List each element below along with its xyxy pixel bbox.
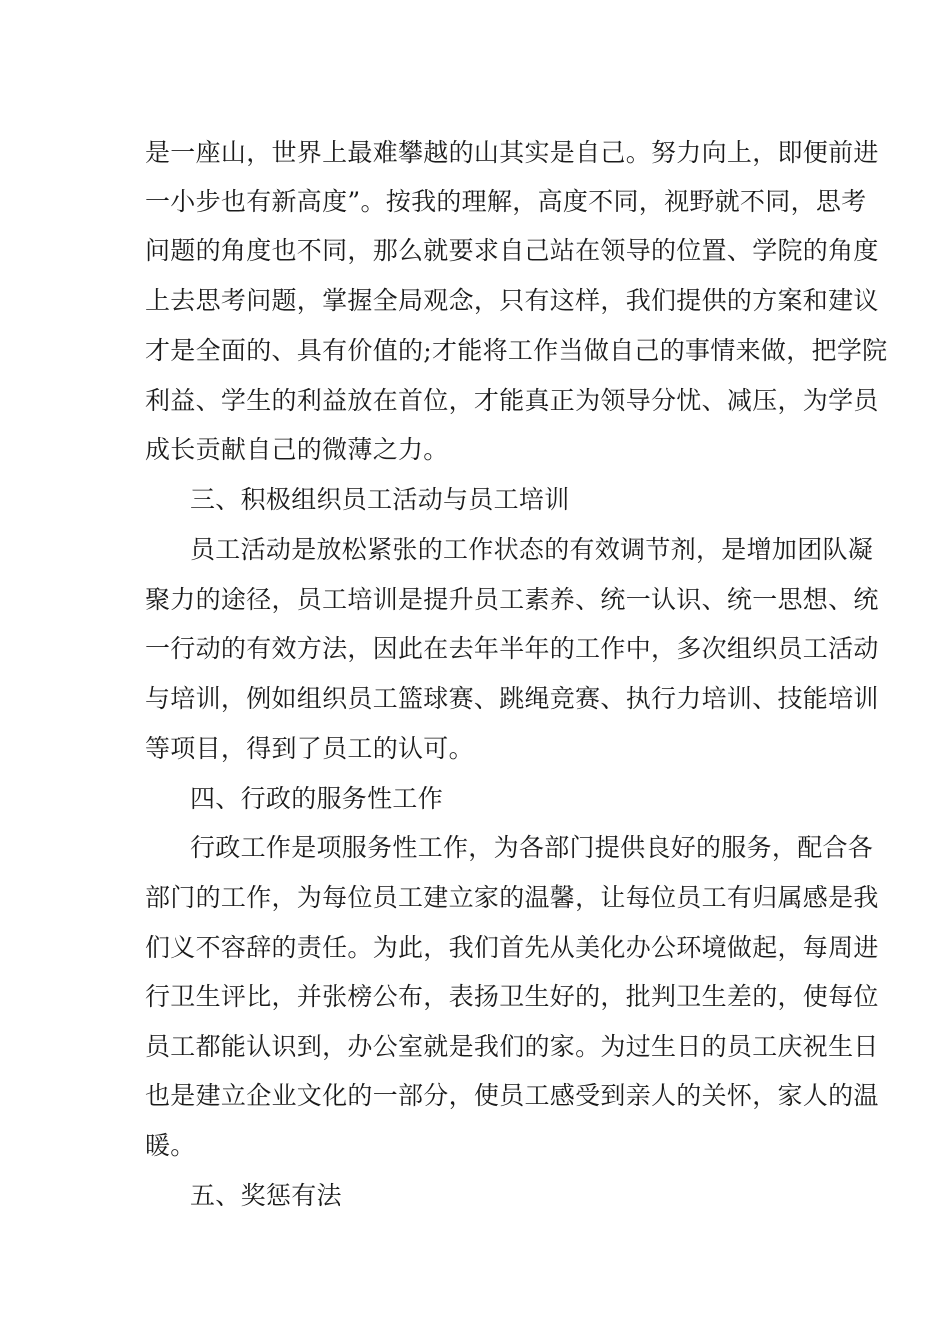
paragraph-line: 上去思考问题，掌握全局观念，只有这样，我们提供的方案和建议	[145, 286, 879, 315]
paragraph-line: 一行动的有效方法，因此在去年半年的工作中，多次组织员工活动	[145, 634, 879, 663]
paragraph-line: 等项目，得到了员工的认可。	[145, 734, 474, 763]
paragraph-line: 员工都能认识到，办公室就是我们的家。为过生日的员工庆祝生日	[145, 1032, 879, 1061]
paragraph-line: 聚力的途径，员工培训是提升员工素养、统一认识、统一思想、统	[145, 585, 879, 614]
paragraph-line: 也是建立企业文化的一部分，使员工感受到亲人的关怀，家人的温	[145, 1081, 879, 1110]
paragraph-line: 员工活动是放松紧张的工作状态的有效调节剂，是增加团队凝	[190, 535, 874, 564]
paragraph-line: 才是全面的、具有价值的;才能将工作当做自己的事情来做，把学院	[145, 336, 888, 365]
paragraph-line: 行政工作是项服务性工作，为各部门提供良好的服务，配合各	[190, 833, 874, 862]
section-heading: 三、积极组织员工活动与员工培训	[190, 485, 570, 514]
paragraph-line: 们义不容辞的责任。为此，我们首先从美化办公环境做起，每周进	[145, 933, 879, 962]
paragraph-line: 行卫生评比，并张榜公布，表扬卫生好的，批判卫生差的，使每位	[145, 982, 879, 1011]
paragraph-line: 一小步也有新高度”。按我的理解，高度不同，视野就不同，思考	[145, 187, 867, 216]
section-heading: 五、奖惩有法	[190, 1181, 342, 1210]
paragraph-line: 问题的角度也不同，那么就要求自己站在领导的位置、学院的角度	[145, 236, 879, 265]
paragraph-line: 利益、学生的利益放在首位，才能真正为领导分忧、减压，为学员	[145, 386, 879, 415]
paragraph-line: 与培训，例如组织员工篮球赛、跳绳竞赛、执行力培训、技能培训	[145, 684, 879, 713]
paragraph-line: 成长贡献自己的微薄之力。	[145, 435, 449, 464]
section-heading: 四、行政的服务性工作	[190, 784, 444, 813]
paragraph-line: 暖。	[145, 1131, 196, 1160]
paragraph-line: 部门的工作，为每位员工建立家的温馨，让每位员工有归属感是我	[145, 883, 879, 912]
paragraph-line: 是一座山，世界上最难攀越的山其实是自己。努力向上，即便前进	[145, 138, 879, 167]
